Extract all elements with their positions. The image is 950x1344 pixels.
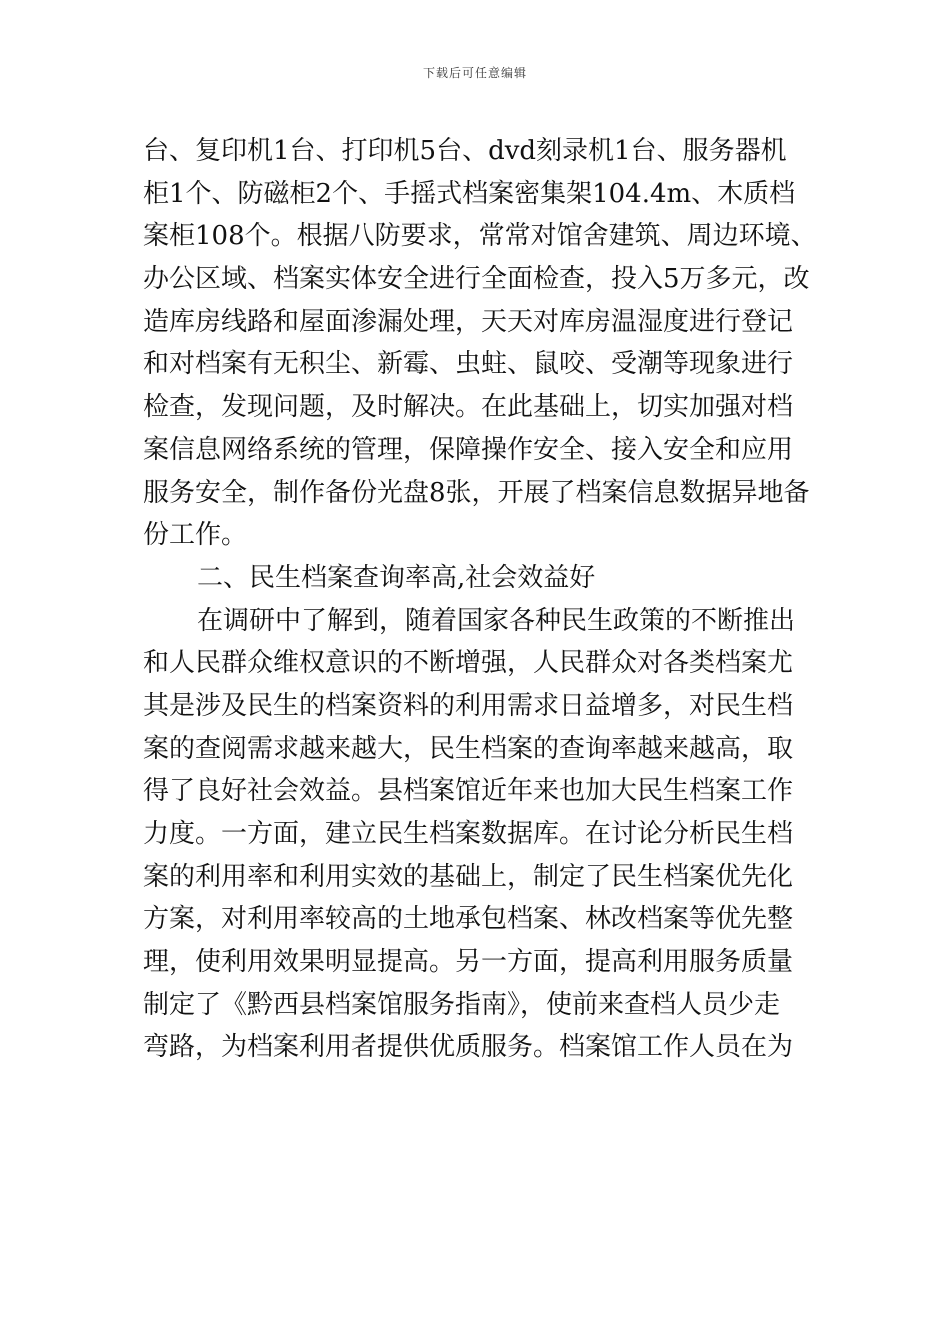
text-line: 案的查阅需求越来越大，民生档案的查询率越来越高，取 <box>143 733 794 764</box>
text-line: 份工作。 <box>143 520 248 551</box>
text-line: 力度。一方面，建立民生档案数据库。在讨论分析民生档 <box>143 819 794 849</box>
paragraph-first-line: 在调研中了解到，随着国家各种民生政策的不断推出 <box>197 605 796 636</box>
text-line: 和对档案有无积尘、新霉、虫蛀、鼠咬、受潮等现象进行 <box>143 349 794 380</box>
page-header: 下载后可任意编辑 <box>422 66 527 80</box>
text-line: 办公区域、档案实体安全进行全面检查，投入5万多元，改 <box>143 264 810 295</box>
text-line: 其是涉及民生的档案资料的利用需求日益增多，对民生档 <box>143 690 794 721</box>
text-line: 造库房线路和屋面渗漏处理，天天对库房温湿度进行登记 <box>143 306 794 337</box>
text-line: 制定了《黔西县档案馆服务指南》，使前来查档人员少走 <box>143 989 781 1020</box>
text-line: 台、复印机1台、打印机5台、dvd刻录机1台、服务器机 <box>143 136 787 166</box>
text-line: 方案，对利用率较高的土地承包档案、林改档案等优先整 <box>143 904 794 935</box>
text-line: 理，使利用效果明显提高。另一方面，提高利用服务质量 <box>143 947 794 978</box>
text-line: 弯路，为档案利用者提供优质服务。档案馆工作人员在为 <box>143 1032 794 1063</box>
text-line: 和人民群众维权意识的不断增强，人民群众对各类档案尤 <box>143 648 794 679</box>
text-line: 案的利用率和利用实效的基础上，制定了民生档案优先化 <box>143 861 794 892</box>
text-line: 检查，发现问题，及时解决。在此基础上，切实加强对档 <box>143 392 794 423</box>
section-heading: 二、民生档案查询率高,社会效益好 <box>197 562 596 593</box>
body-text <box>143 130 817 1069</box>
text-line: 案柜108个。根据八防要求，常常对馆舍建筑、周边环境、 <box>143 221 817 252</box>
text-line: 柜1个、防磁柜2个、手摇式档案密集架104.4m、木质档 <box>143 178 796 209</box>
text-line: 案信息网络系统的管理，保障操作安全、接入安全和应用 <box>143 434 794 465</box>
text-line: 服务安全，制作备份光盘8张，开展了档案信息数据异地备 <box>143 477 810 508</box>
text-line: 得了良好社会效益。县档案馆近年来也加大民生档案工作 <box>143 776 794 807</box>
